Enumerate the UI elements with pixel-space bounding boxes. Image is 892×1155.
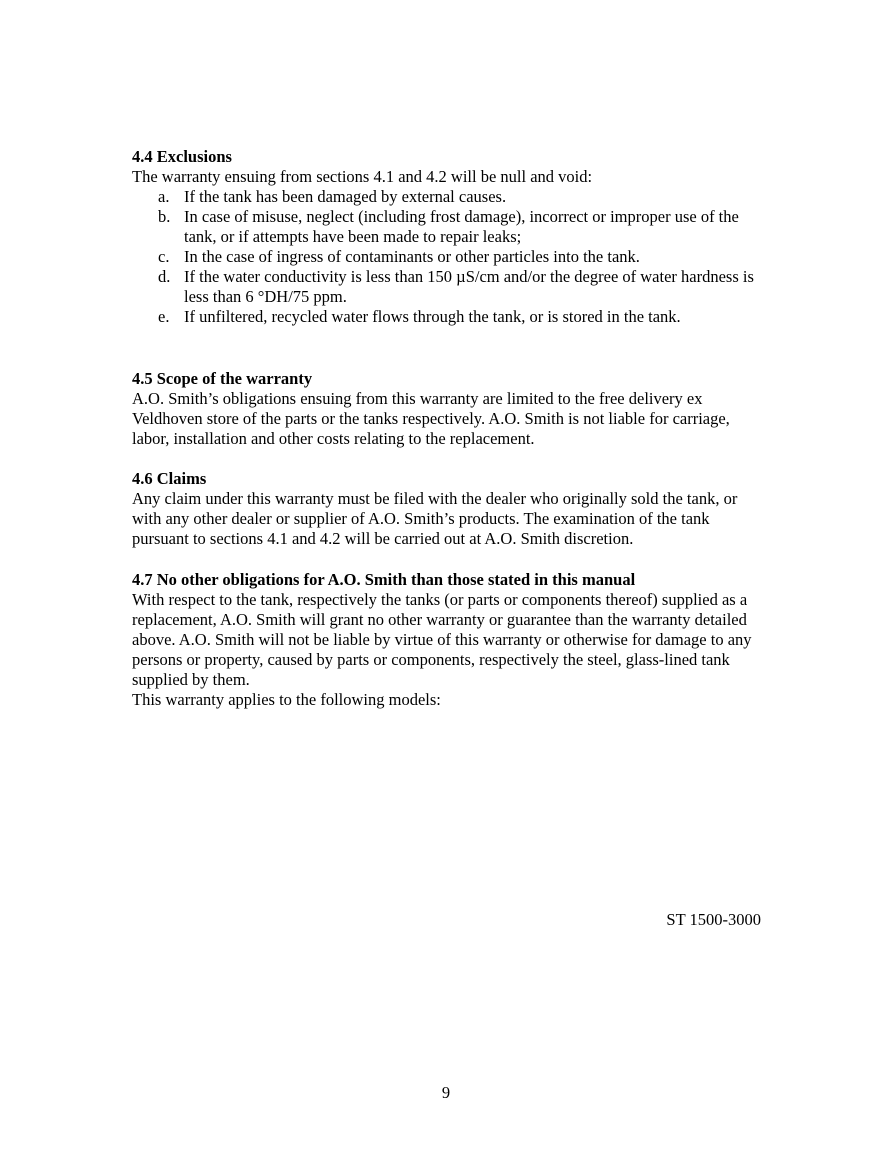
list-marker: e.: [158, 307, 170, 326]
section-intro: The warranty ensuing from sections 4.1 and 4.2 will be null and void:: [132, 167, 593, 186]
list-item-text: If the water conductivity is less than 150 µS/cm and/or the degree of water hardness is less than 6 °DH/75 ppm.: [184, 267, 754, 306]
page-number: 9: [441, 1083, 451, 1102]
list-item-text: If unfiltered, recycled water flows through the tank, or is stored in the tank.: [184, 307, 681, 326]
list-item: [132, 187, 764, 207]
list-item: [132, 307, 764, 327]
list-item-text: If the tank has been damaged by external causes.: [184, 187, 507, 206]
section-obligations: [132, 570, 764, 710]
model-range: ST 1500-3000: [666, 910, 761, 929]
section-body: A.O. Smith’s obligations ensuing from this warranty are limited to the free delivery ex Veldhoven store of the parts or the tanks respectively. A.O. Smith is not liable for carriage, labor, installation and other costs relating to the replacement.: [132, 389, 730, 448]
list-marker: d.: [158, 267, 171, 286]
section-heading: 4.5 Scope of the warranty: [132, 369, 313, 388]
list-item: [132, 267, 764, 307]
list-item: [132, 247, 764, 267]
section-scope: [132, 369, 764, 449]
section-heading: 4.7 No other obligations for A.O. Smith than those stated in this manual: [132, 570, 636, 589]
section-body: Any claim under this warranty must be filed with the dealer who originally sold the tank, or with any other dealer or supplier of A.O. Smith’s products. The examination of the tank pursuant to sections 4.1 and 4.2 will be carried out at A.O. Smith discretion.: [132, 489, 738, 548]
applies-statement: This warranty applies to the following models:: [132, 690, 441, 709]
section-heading: 4.6 Claims: [132, 469, 207, 488]
list-marker: a.: [158, 187, 170, 206]
section-heading: 4.4 Exclusions: [132, 147, 232, 166]
section-exclusions: [132, 147, 764, 327]
list-item-text: In case of misuse, neglect (including frost damage), incorrect or improper use of the tank, or if attempts have been made to repair leaks;: [184, 207, 739, 246]
list-marker: c.: [158, 247, 170, 266]
section-claims: [132, 469, 764, 549]
list-item-text: In the case of ingress of contaminants or other particles into the tank.: [184, 247, 640, 266]
list-item: [132, 207, 764, 247]
list-marker: b.: [158, 207, 171, 226]
section-body: With respect to the tank, respectively the tanks (or parts or components thereof) supplied as a replacement, A.O. Smith will grant no other warranty or guarantee than the warranty detailed above. A.O. Smith will not be liable by virtue of this warranty or otherwise for damage to any persons or property, caused by parts or components, respectively the steel, glass-lined tank supplied by them.: [132, 590, 752, 689]
exclusion-list: [132, 187, 764, 327]
